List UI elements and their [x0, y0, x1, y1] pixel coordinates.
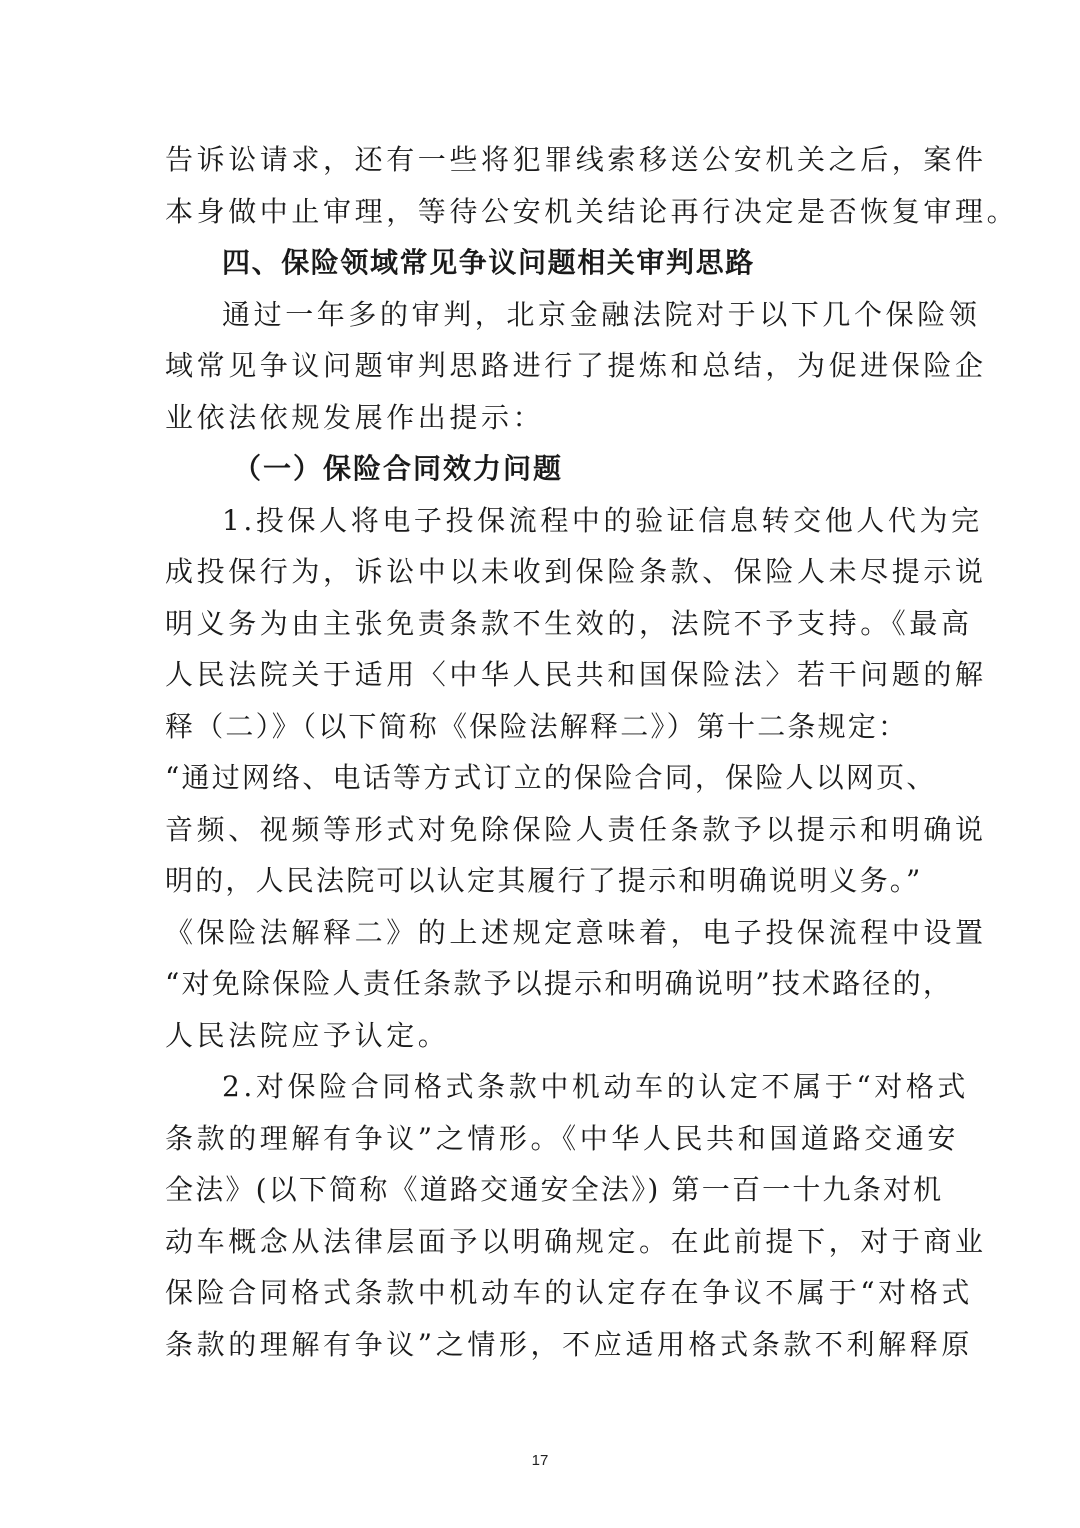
- paragraph-line: 告诉讼请求，还有一些将犯罪线索移送公安机关之后，案件: [165, 143, 987, 176]
- page-number: 17: [531, 1452, 549, 1469]
- section-heading: 四、保险领域常见争议问题相关审判思路: [222, 246, 755, 279]
- paragraph-line: 明的，人民法院可以认定其履行了提示和明确说明义务。”: [165, 864, 923, 897]
- paragraph-line: 保险合同格式条款中机动车的认定存在争议不属于“对格式: [165, 1276, 973, 1309]
- paragraph-line: 域常见争议问题审判思路进行了提炼和总结，为促进保险企: [165, 349, 987, 382]
- paragraph-line: 条款的理解有争议”之情形。《中华人民共和国道路交通安: [165, 1121, 959, 1155]
- paragraph-line: 《保险法解释二》的上述规定意味着，电子投保流程中设置: [165, 915, 987, 949]
- paragraph-line: 业依法依规发展作出提示：: [165, 400, 545, 434]
- paragraph-line: 明义务为由主张免责条款不生效的，法院不予支持。《最高: [165, 606, 973, 640]
- paragraph-line: 全法》(以下简称《道路交通安全法》) 第一百一十九条对机: [165, 1173, 944, 1206]
- paragraph-line: 1.投保人将电子投保流程中的验证信息转交他人代为完: [222, 503, 983, 537]
- paragraph-line: 人民法院应予认定。: [165, 1018, 450, 1052]
- paragraph-line: 本身做中止审理，等待公安机关结论再行决定是否恢复审理。: [165, 194, 1019, 228]
- paragraph-line: “通过网络、电话等方式订立的保险合同，保险人以网页、: [165, 761, 937, 794]
- body-text: [165, 134, 1019, 1370]
- paragraph-line: 2.对保险合同格式条款中机动车的认定不属于“对格式: [222, 1070, 970, 1103]
- paragraph-line: 释（二）》（以下简称《保险法解释二》）第十二条规定：: [165, 709, 909, 743]
- subsection-heading: （一）保险合同效力问题: [233, 452, 564, 485]
- paragraph-line: 动车概念从法律层面予以明确规定。在此前提下，对于商业: [165, 1224, 987, 1258]
- paragraph-line: 成投保行为，诉讼中以未收到保险条款、保险人未尽提示说: [165, 555, 987, 588]
- paragraph-line: 人民法院关于适用〈中华人民共和国保险法〉若干问题的解: [165, 658, 987, 691]
- paragraph-line: “对免除保险人责任条款予以提示和明确说明”技术路径的，: [165, 967, 954, 1000]
- paragraph-line: 通过一年多的审判，北京金融法院对于以下几个保险领: [222, 297, 981, 331]
- paragraph-line: 条款的理解有争议”之情形，不应适用格式条款不利解释原: [165, 1327, 973, 1361]
- paragraph-line: 音频、视频等形式对免除保险人责任条款予以提示和明确说: [165, 812, 987, 846]
